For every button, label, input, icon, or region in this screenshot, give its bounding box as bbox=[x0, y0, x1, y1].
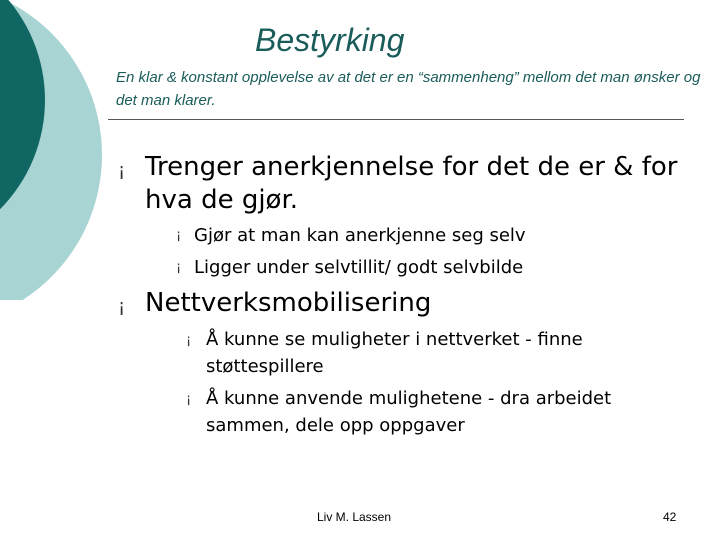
sub-bullet-marker: ¡ bbox=[176, 228, 182, 243]
sub-bullet-marker: ¡ bbox=[176, 260, 182, 275]
bullet-item: Nettverksmobilisering bbox=[145, 288, 432, 318]
bullet-item: Trenger anerkjennelse for det de er & for hva de gjør. bbox=[145, 152, 678, 215]
slide-subtitle: En klar & konstant opplevelse av at det er en “sammenheng” mellom det man ønsker og det man klarer. bbox=[116, 69, 701, 109]
sub-bullet-item: Gjør at man kan anerkjenne seg selv bbox=[194, 225, 526, 246]
bullet-marker: ¡ bbox=[118, 296, 126, 317]
decorative-circles bbox=[0, 0, 110, 300]
sub-bullet-marker: ¡ bbox=[186, 392, 192, 407]
footer-author: Liv M. Lassen bbox=[317, 510, 392, 524]
bullet-marker: ¡ bbox=[118, 160, 126, 181]
sub-bullet-item: Å kunne se muligheter i nettverket - finne støttespillere bbox=[206, 329, 583, 377]
sub-bullet-item: Å kunne anvende mulighetene - dra arbeidet sammen, dele opp oppgaver bbox=[206, 388, 612, 436]
page-number: 42 bbox=[663, 510, 677, 524]
sub-bullet-item: Ligger under selvtillit/ godt selvbilde bbox=[194, 257, 524, 278]
slide-title: Bestyrking bbox=[255, 22, 405, 58]
sub-bullet-marker: ¡ bbox=[186, 333, 192, 348]
title-divider bbox=[108, 119, 684, 120]
